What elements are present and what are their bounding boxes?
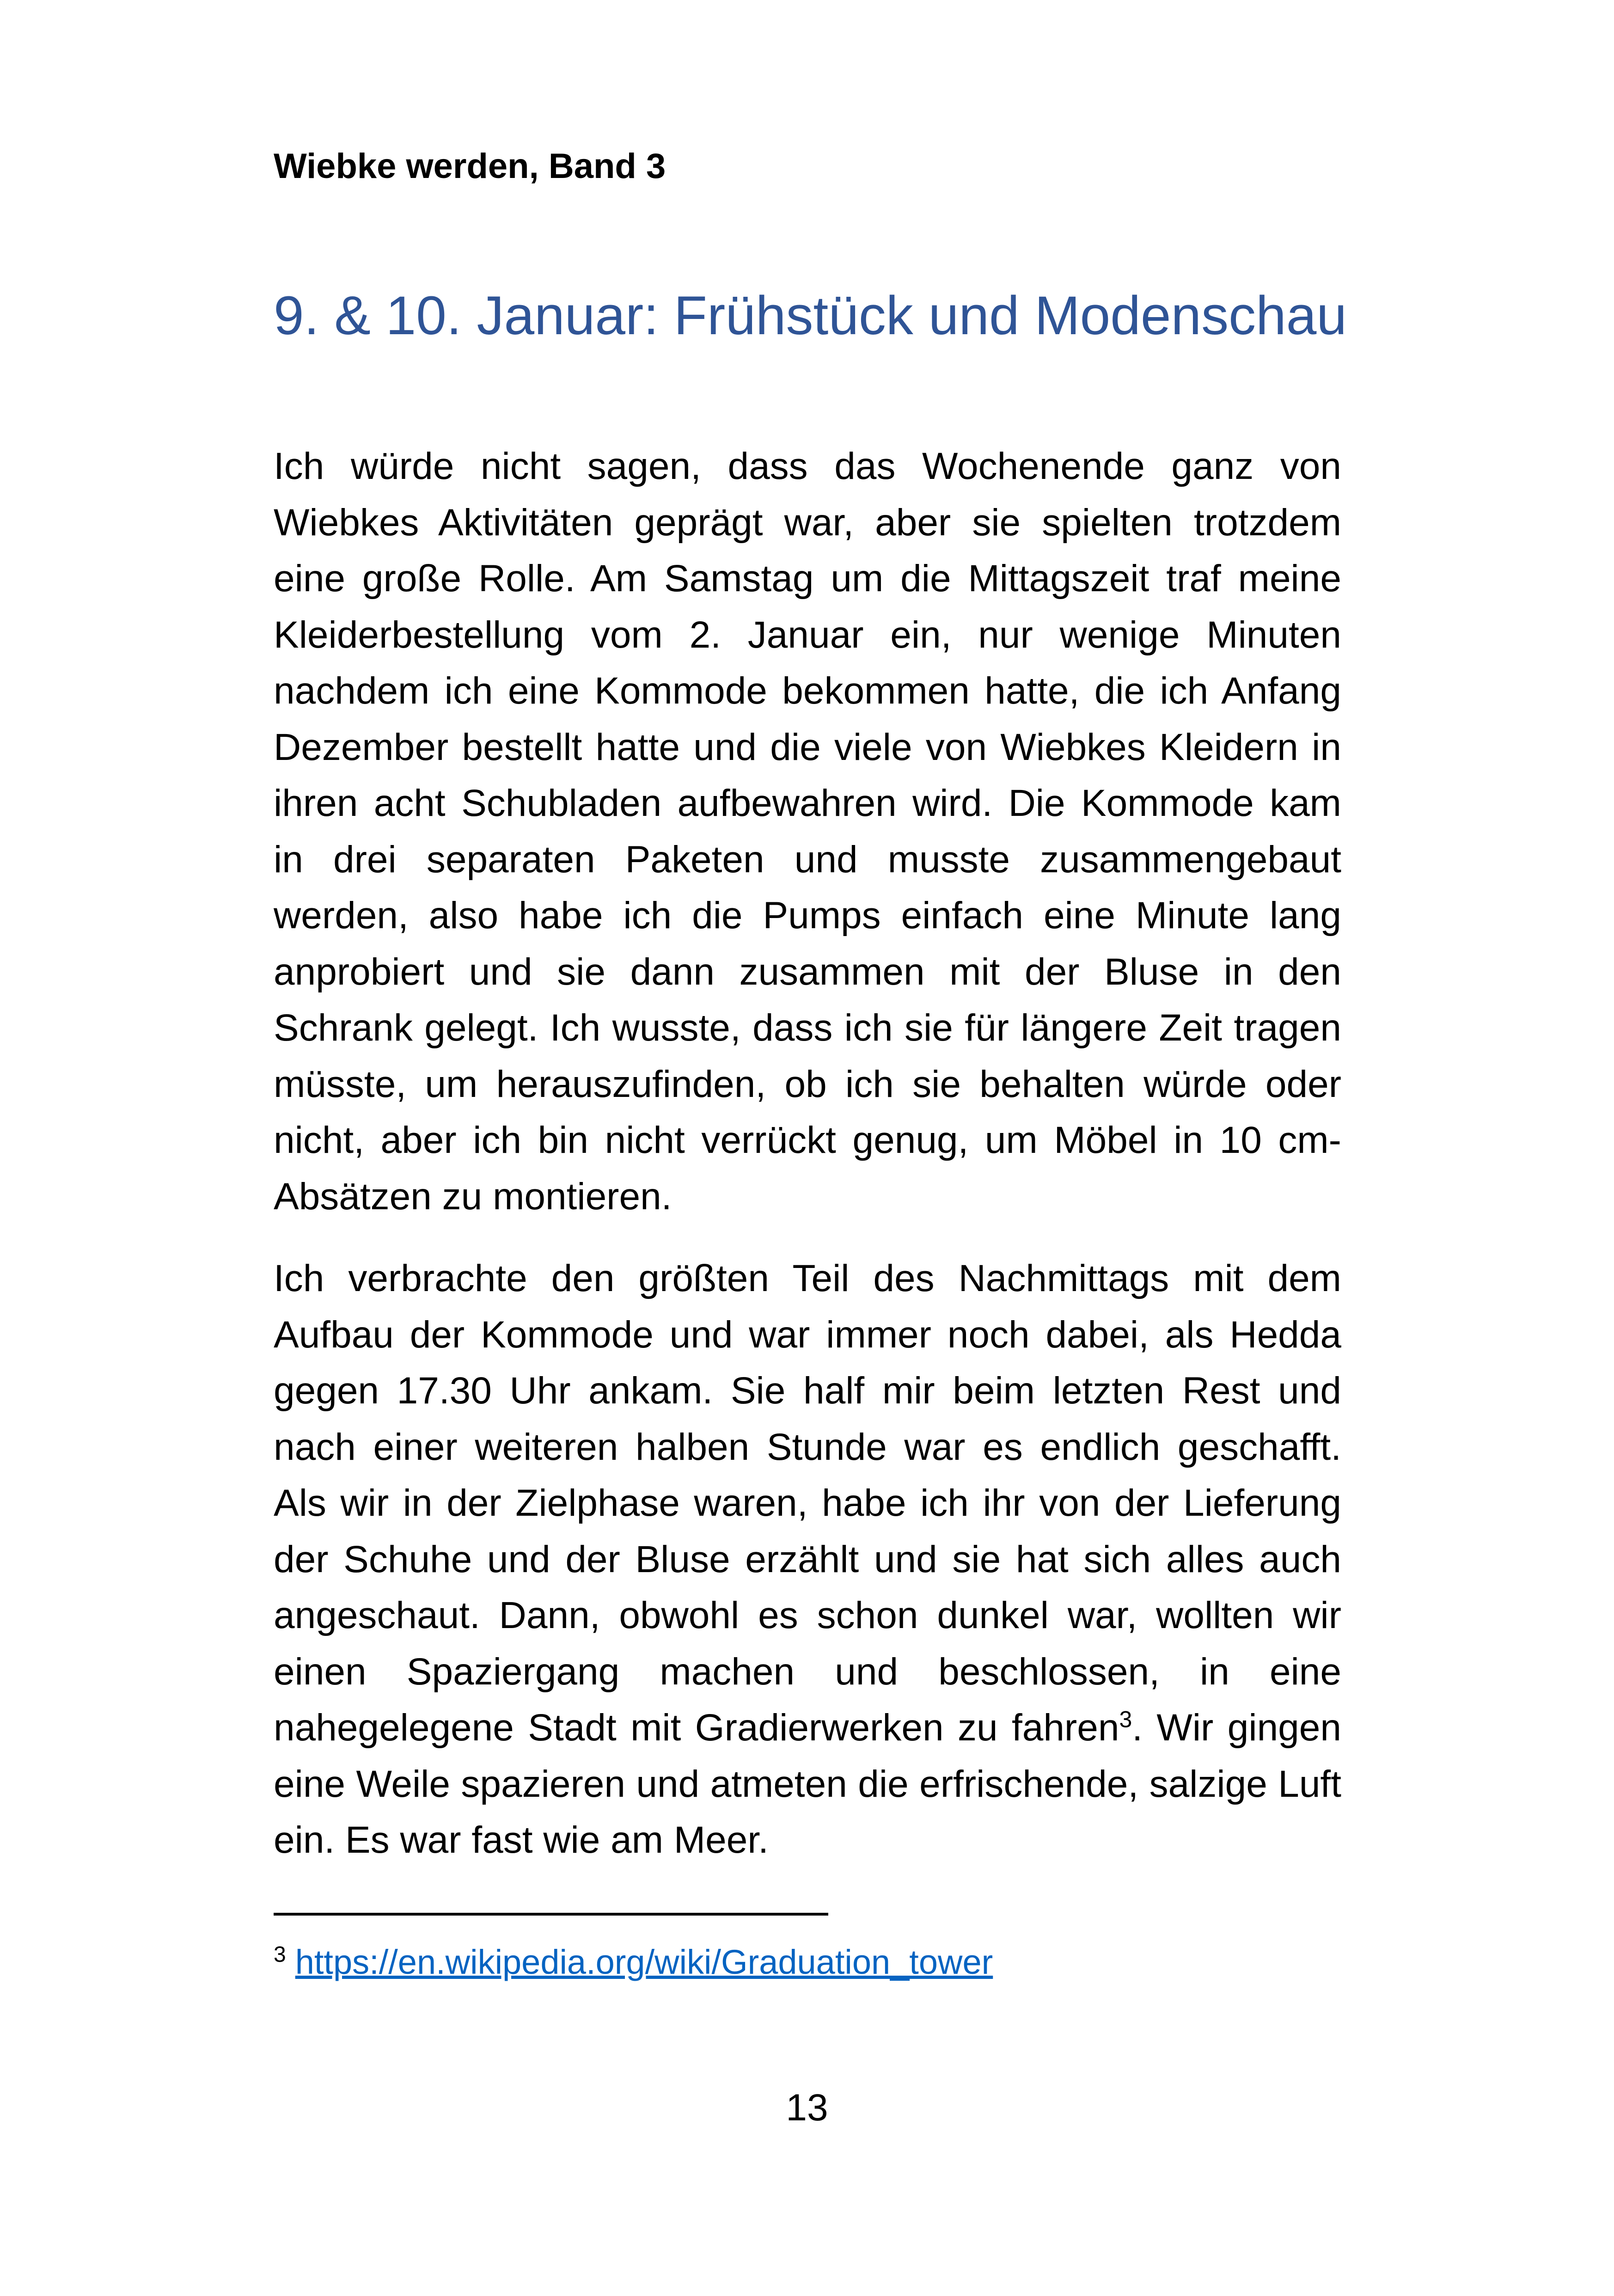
paragraph-2-text-before-footnote: Ich verbrachte den größten Teil des Nachmittags mit dem Aufbau der Kommode und war immer noch dabei, als Hedda gegen 17.30 Uhr ankam. Sie half mir beim letzten Rest und nach einer weiteren halben Stunde war es endlich geschafft. Als wir in der Zielphase waren, habe ich ihr von der Lieferung der Schuhe und der Bluse erzählt und sie hat sich alles auch angeschaut. Dann, obwohl es schon dunkel war, wollten wir einen Spaziergang machen und beschlossen, in eine nahegelegene Stadt mit Gradierwerken zu fahren: [274, 1257, 1341, 1749]
footnote-separator: [274, 1913, 828, 1916]
footnote-number: 3: [274, 1942, 286, 1967]
body-paragraph-1: Ich würde nicht sagen, dass das Wochenende ganz von Wiebkes Aktivitäten geprägt war, aber sie spielten trotzdem eine große Rolle. Am Samstag um die Mittagszeit traf meine Kleiderbestellung vom 2. Januar ein, nur wenige Minuten nachdem ich eine Kommode bekommen hatte, die ich Anfang Dezember bestellt hatte und die viele von Wiebkes Kleidern in ihren acht Schubladen aufbewahren wird. Die Kommode kam in drei separaten Paketen und musste zusammengebaut werden, also habe ich die Pumps einfach eine Minute lang anprobiert und sie dann zusammen mit der Bluse in den Schrank gelegt. Ich wusste, dass ich sie für längere Zeit tragen müsste, um herauszufinden, ob ich sie behalten würde oder nicht, aber ich bin nicht verrückt genug, um Möbel in 10 cm-Absätzen zu montieren.: [274, 445, 1341, 1218]
page-number: 13: [786, 2087, 828, 2129]
paragraph-2-text-after-footnote: . Wir gingen eine Weile spazieren und atmeten die erfrischende, salzige Luft ein. Es war fast wie am Meer.: [274, 1707, 1341, 1861]
body-paragraph-2: [274, 1250, 1341, 1868]
footnote-link[interactable]: https://en.wikipedia.org/wiki/Graduation_tower: [295, 1943, 993, 1981]
running-header: Wiebke werden, Band 3: [274, 147, 666, 186]
footnote-3: [274, 1937, 993, 1988]
chapter-title: 9. & 10. Januar: Frühstück und Modenschau: [274, 285, 1347, 346]
footnote-reference-3[interactable]: 3: [1119, 1706, 1132, 1733]
